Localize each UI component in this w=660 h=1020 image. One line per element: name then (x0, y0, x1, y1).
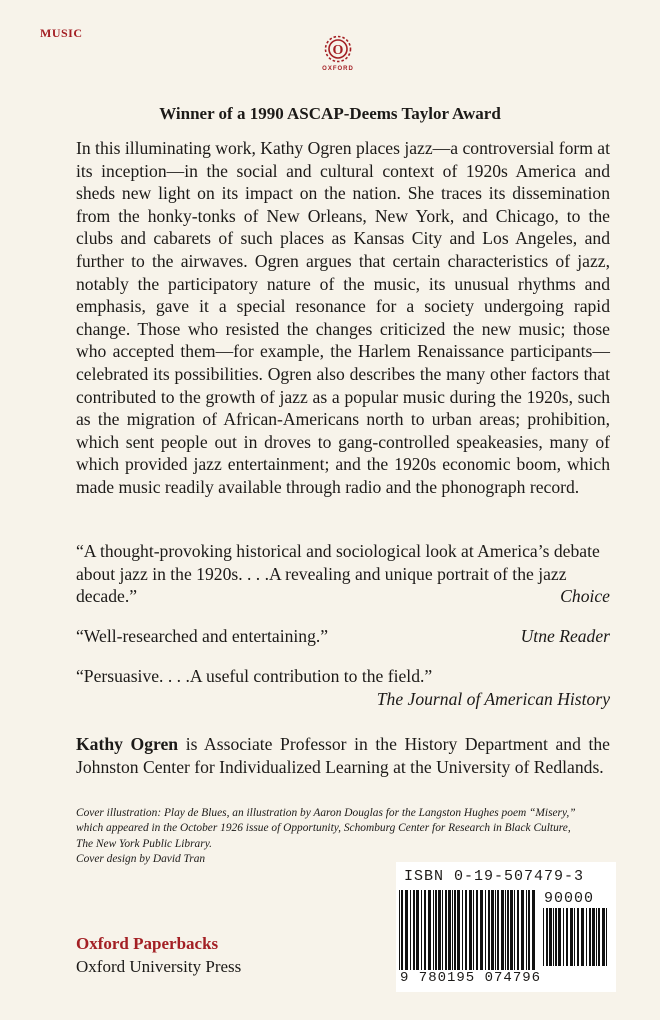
addon-code: 90000 (544, 890, 595, 907)
credit-line: which appeared in the October 1926 issue of Opportunity, Schomburg Center for Research in Black Culture, (76, 822, 571, 835)
author-bio (76, 733, 610, 778)
quote-text: “Persuasive. . . .A useful contribution to the field.” (76, 666, 433, 686)
review-quote-2 (76, 625, 610, 648)
barcode-bar (448, 890, 451, 970)
barcode-bar (507, 890, 509, 970)
barcode-bar (592, 908, 595, 966)
oxford-seal-icon (323, 34, 353, 64)
barcode-bar (596, 908, 597, 966)
barcode-bar (574, 908, 575, 966)
barcode-bar (452, 890, 453, 970)
barcode-bar (521, 890, 524, 970)
publisher-logo-text: OXFORD (322, 66, 354, 72)
barcode-bar (457, 890, 460, 970)
award-heading: Winner of a 1990 ASCAP-Deems Taylor Award (159, 104, 501, 123)
addon-barcode (542, 908, 610, 966)
quote-source: Utne Reader (520, 626, 610, 646)
barcode-bar (555, 908, 557, 966)
svg-text:O: O (332, 43, 344, 58)
barcode-bar (424, 890, 426, 970)
barcode-bar (416, 890, 419, 970)
barcode-bar (454, 890, 456, 970)
barcode-bar (570, 908, 573, 966)
barcode-block (396, 862, 616, 992)
barcode-bar (476, 890, 478, 970)
imprint-publisher: Oxford University Press (76, 957, 242, 976)
barcode-bar (401, 890, 403, 970)
barcode-bar (413, 890, 415, 970)
barcode-bar (465, 890, 467, 970)
barcode-bar (577, 908, 579, 966)
barcode-bar (491, 890, 494, 970)
ean-barcode (398, 890, 536, 970)
category-label: MUSIC (40, 26, 83, 40)
barcode-bar (581, 908, 584, 966)
quote-text: “A thought-provoking historical and sociological look at America’s debate about jazz in the 1920s. . . .A revealing and unique portrait of the jazz decade.” (76, 541, 600, 607)
barcode-bar (598, 908, 600, 966)
ean-digits: 9 780195 074796 (400, 970, 542, 986)
barcode-bar (445, 890, 447, 970)
credit-line: Cover illustration: Play de Blues, an illustration by Aaron Douglas for the Langston Hughes poem “Misery,” (76, 807, 576, 819)
quote-text: “Well-researched and entertaining.” (76, 626, 329, 646)
imprint-series: Oxford Paperbacks (76, 934, 219, 953)
barcode-bar (488, 890, 490, 970)
author-bio-text: is Associate Professor in the History Department and the Johnston Center for Individualized Learning at the University of Redlands. (76, 734, 610, 777)
barcode-bar (495, 890, 496, 970)
isbn-label: ISBN 0-19-507479-3 (404, 868, 585, 885)
barcode-bar (505, 890, 506, 970)
cover-credits (76, 806, 616, 868)
barcode-bar (433, 890, 434, 970)
barcode-bar (543, 908, 544, 966)
barcode-bar (558, 908, 561, 966)
review-quote-3 (76, 665, 610, 710)
barcode-bar (485, 890, 486, 970)
barcode-bar (606, 908, 607, 966)
barcode-bar (563, 908, 564, 966)
barcode-bar (566, 908, 568, 966)
credit-line: Cover design by David Tran (76, 853, 206, 866)
barcode-bar (553, 908, 554, 966)
barcode-bar (399, 890, 400, 970)
barcode-bar (410, 890, 411, 970)
barcode-bar (438, 890, 441, 970)
quote-source: The Journal of American History (376, 688, 610, 709)
barcode-bar (528, 890, 530, 970)
barcode-bar (428, 890, 431, 970)
barcode-bar (526, 890, 527, 970)
author-name: Kathy Ogren (76, 734, 179, 754)
barcode-bar (510, 890, 513, 970)
review-quote-1 (76, 540, 610, 608)
barcode-bar (435, 890, 437, 970)
barcode-bar (405, 890, 408, 970)
barcode-bar (469, 890, 472, 970)
barcode-bar (602, 908, 605, 966)
barcode-bar (480, 890, 483, 970)
barcode-bar (501, 890, 504, 970)
barcode-bar (473, 890, 474, 970)
barcode-bar (532, 890, 535, 970)
barcode-bar (442, 890, 443, 970)
barcode-bar (514, 890, 515, 970)
publisher-logo (318, 34, 358, 72)
barcode-bar (546, 908, 548, 966)
book-description: In this illuminating work, Kathy Ogren places jazz—a controversial form at its inception—in the social and cultural context of 1920s America and sheds new light on its impact on the nation. She traces its dissemination from the honky-tonks of New Orleans, New York, and Chicago, to the clubs and cabarets of such places as Kansas City and Los Angeles, and further to the airwaves. Ogren argues that certain characteristics of jazz, notably the participatory nature of the music, its unusual rhythms and emphasis, gave it a special resonance for a society undergoing rapid change. Those who resisted the changes criticized the new music; those who accepted them—for example, the Harlem Renaissance participants—celebrated its possibilities. Ogren also describes the many other factors that contributed to the growth of jazz as a popular music during the 1920s, such as the migration of African-Americans north to urban areas; prohibition, which sent people out in droves to gang-controlled speakeasies, many of which provided jazz entertainment; and the 1920s economic boom, which made music readily available through radio and the phonograph record. (76, 138, 611, 497)
barcode-bar (462, 890, 463, 970)
barcode-bar (586, 908, 587, 966)
barcode-bar (517, 890, 519, 970)
barcode-bar (421, 890, 422, 970)
quote-source: Choice (560, 586, 610, 607)
barcode-bar (589, 908, 591, 966)
credit-line: The New York Public Library. (76, 837, 212, 850)
barcode-bar (549, 908, 552, 966)
barcode-bar (497, 890, 499, 970)
